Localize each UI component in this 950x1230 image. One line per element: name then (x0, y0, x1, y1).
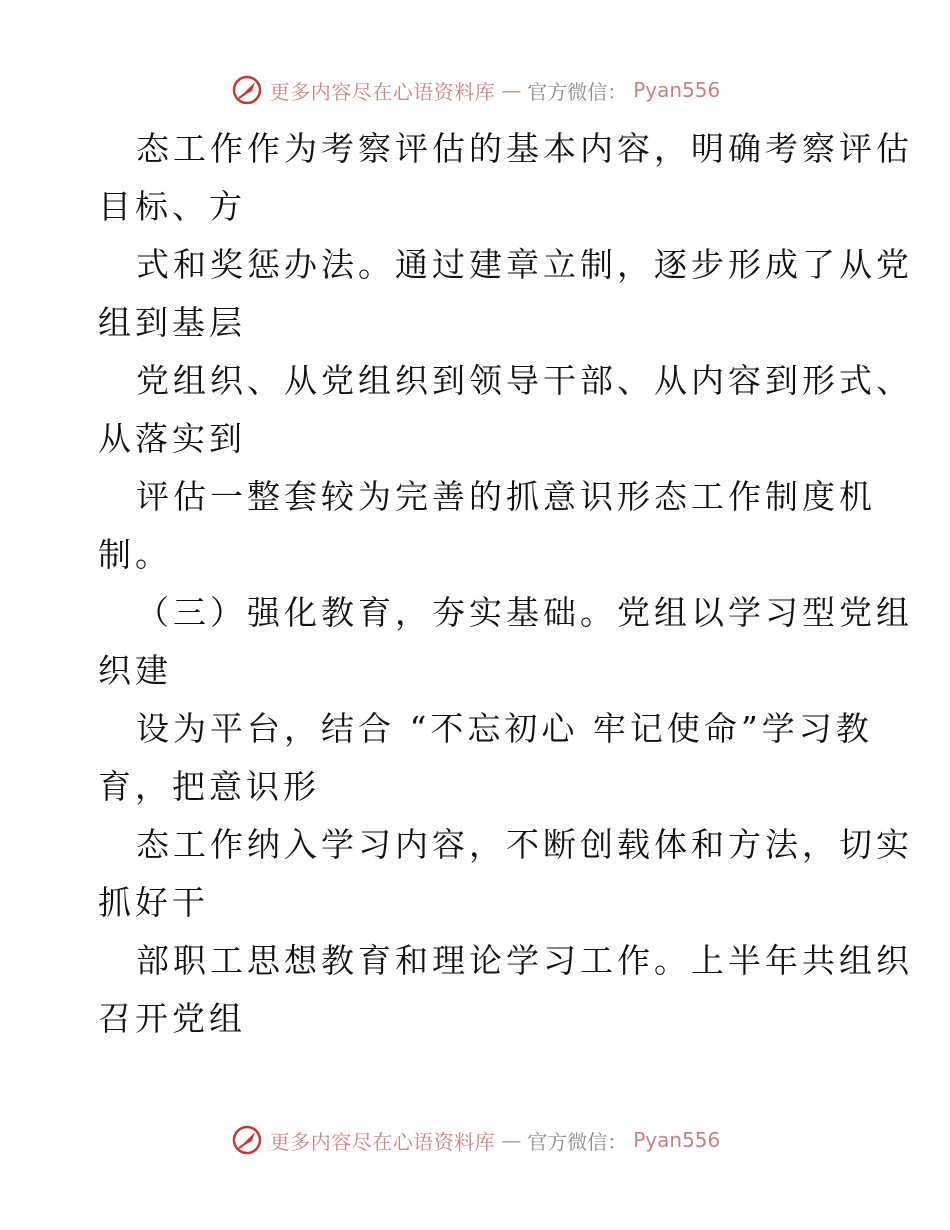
text-line: 抓好干 (98, 883, 209, 922)
text-line: 设为平台，结合 “不忘初心 牢记使命”学习教 (136, 709, 873, 748)
text-line: 部职工思想教育和理论学习工作。上半年共组织 (136, 941, 913, 980)
text-line: 党组织、从党组织到领导干部、从内容到形式、 (136, 361, 913, 400)
text-line: 评估一整套较为完善的抓意识形态工作制度机 (136, 477, 876, 516)
text-line: 从落实到 (98, 419, 246, 458)
text-line: 组到基层 (98, 303, 246, 342)
quill-logo-icon (230, 73, 264, 107)
text-line: 目标、方 (98, 187, 246, 226)
watermark-wechat-id: Pyan556 (633, 78, 721, 102)
watermark-wechat-id: Pyan556 (633, 1128, 721, 1152)
footer-watermark (0, 1120, 950, 1160)
watermark-dash: — (501, 1128, 522, 1152)
text-line: 制。 (98, 535, 172, 574)
text-line: 态工作作为考察评估的基本内容，明确考察评估 (136, 129, 913, 168)
text-line: 态工作纳入学习内容，不断创载体和方法，切实 (136, 825, 913, 864)
watermark-official-label: 官方微信： (527, 1129, 628, 1154)
watermark-official-label: 官方微信： (527, 79, 628, 104)
watermark-dash: — (501, 78, 522, 102)
header-watermark (0, 70, 950, 110)
text-line: 育，把意识形 (98, 767, 320, 806)
text-line: （三）强化教育，夯实基础。党组以学习型党组 (136, 593, 913, 632)
quill-logo-icon (230, 1123, 264, 1157)
text-line: 召开党组 (98, 999, 246, 1038)
watermark-brand: 更多内容尽在心语资料库 (269, 1129, 496, 1154)
text-line: 织建 (98, 651, 172, 690)
text-line: 式和奖惩办法。通过建章立制，逐步形成了从党 (136, 245, 913, 284)
watermark-brand: 更多内容尽在心语资料库 (269, 79, 496, 104)
document-body (98, 120, 913, 1048)
